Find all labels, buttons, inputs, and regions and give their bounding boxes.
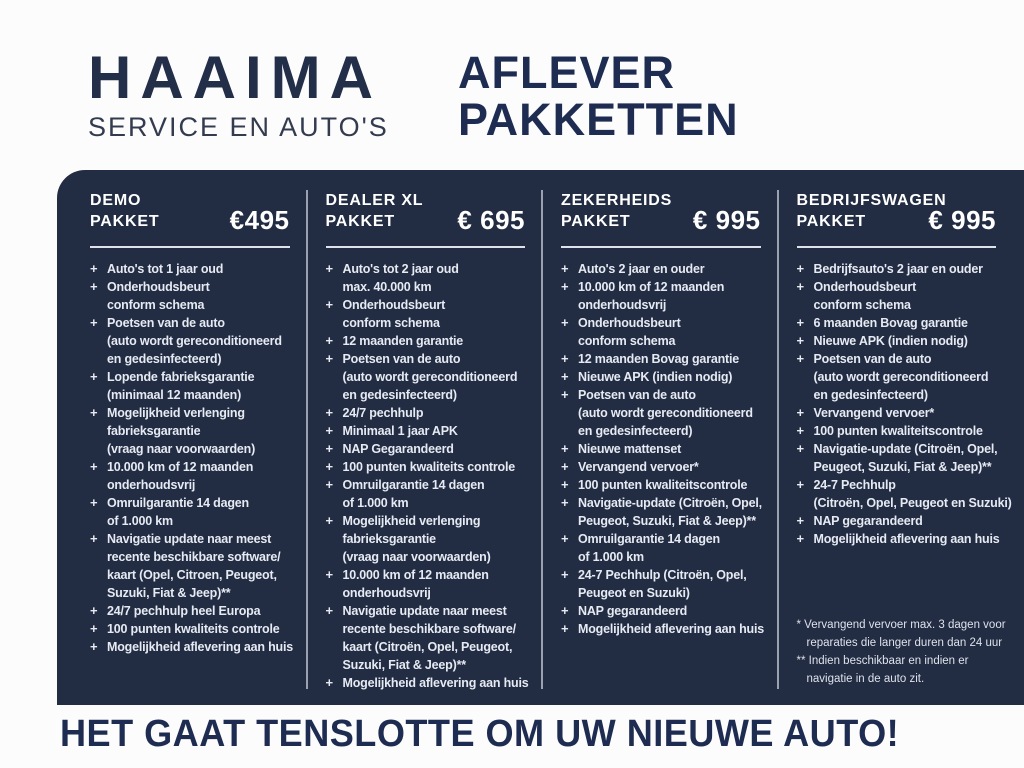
package-item-line: Mogelijkheid verlenging xyxy=(342,514,481,528)
plus-marker: + xyxy=(325,351,334,366)
package-item xyxy=(797,278,997,314)
package-item xyxy=(326,422,526,440)
package-item-line: en gedesinfecteerd) xyxy=(107,352,222,366)
plus-marker: + xyxy=(796,261,805,276)
package-item-line: Peugeot en Suzuki) xyxy=(578,586,690,600)
package-item-text xyxy=(578,620,764,638)
package-item-line: 12 maanden garantie xyxy=(342,334,464,348)
package-item xyxy=(325,674,529,692)
package-item xyxy=(797,314,997,332)
package-item-text xyxy=(578,350,739,368)
plus-marker: + xyxy=(325,423,334,438)
package-item-line: Nieuwe APK (indien nodig) xyxy=(578,370,733,384)
divider-rule xyxy=(326,246,526,248)
package-item-line: Navigatie-update (Citroën, Opel, xyxy=(813,442,998,456)
plus-marker: + xyxy=(561,315,569,330)
package-item xyxy=(561,530,761,566)
package-header xyxy=(326,190,526,234)
package-item xyxy=(561,458,761,476)
package-item-text xyxy=(814,350,989,404)
package-header xyxy=(561,190,761,234)
package-item-line: onderhoudsvrij xyxy=(107,478,196,492)
package-item-text xyxy=(343,458,516,476)
package-item xyxy=(326,260,526,296)
package-item-line: 24-7 Pechhulp (Citroën, Opel, xyxy=(578,568,747,582)
plus-marker: + xyxy=(561,387,569,402)
package-item-text xyxy=(343,260,459,296)
package-item-line: of 1.000 km xyxy=(342,496,409,510)
plus-marker: + xyxy=(561,279,569,294)
package-item-line: Mogelijkheid verlenging xyxy=(107,406,245,420)
package-item-text xyxy=(814,278,917,314)
package-column-4 xyxy=(777,190,1013,689)
package-item-line: Suzuki, Fiat & Jeep)** xyxy=(342,658,466,672)
plus-marker: + xyxy=(325,477,334,492)
package-header xyxy=(90,190,290,234)
package-title-line: PAKKET xyxy=(796,213,866,230)
package-item-line: kaart (Citroën, Opel, Peugeot, xyxy=(342,640,513,654)
plus-marker: + xyxy=(325,441,334,456)
plus-marker: + xyxy=(561,495,569,510)
package-item-text xyxy=(814,404,935,422)
package-item-line: 6 maanden Bovag garantie xyxy=(813,316,968,330)
package-item-text xyxy=(578,476,747,494)
package-item-line: Mogelijkheid aflevering aan huis xyxy=(107,640,294,654)
package-item-line: of 1.000 km xyxy=(578,550,644,564)
brand-logo xyxy=(88,44,389,143)
package-item-list xyxy=(325,260,529,692)
package-item xyxy=(90,260,290,278)
package-item-text xyxy=(578,278,724,314)
footnote-line: reparaties die langer duren dan 24 uur xyxy=(806,637,1003,649)
package-item-text xyxy=(343,512,491,566)
plus-marker: + xyxy=(325,261,334,276)
brand-subtitle: SERVICE EN AUTO'S xyxy=(88,112,389,142)
package-item-line: Peugeot, Suzuki, Fiat & Jeep)** xyxy=(813,460,992,474)
package-item-line: (auto wordt gereconditioneerd xyxy=(578,406,753,420)
plus-marker: + xyxy=(90,639,98,654)
package-item-line: Mogelijkheid aflevering aan huis xyxy=(813,532,1000,546)
package-item-text xyxy=(814,422,983,440)
package-item xyxy=(561,368,761,386)
package-item-line: (vraag naar voorwaarden) xyxy=(107,442,256,456)
page-title-line-1: AFLEVER xyxy=(458,47,676,98)
package-item xyxy=(90,620,290,638)
package-item-line: en gedesinfecteerd) xyxy=(342,388,457,402)
package-item xyxy=(797,440,997,476)
plus-marker: + xyxy=(90,495,98,510)
package-item-line: (auto wordt gereconditioneerd xyxy=(107,334,282,348)
package-item-line: fabrieksgarantie xyxy=(342,532,436,546)
package-item-line: NAP Gegarandeerd xyxy=(342,442,454,456)
package-item xyxy=(90,602,290,620)
plus-marker: + xyxy=(561,477,569,492)
package-column-1 xyxy=(90,190,306,689)
plus-marker: + xyxy=(796,333,805,348)
package-item-line: Poetsen van de auto xyxy=(578,388,696,402)
package-item-line: fabrieksgarantie xyxy=(107,424,201,438)
package-item xyxy=(90,278,290,314)
plus-marker: + xyxy=(325,405,334,420)
package-item-text xyxy=(578,440,681,458)
package-item xyxy=(326,296,526,332)
package-item-text xyxy=(578,260,704,278)
package-item-line: Mogelijkheid aflevering aan huis xyxy=(342,676,529,690)
package-item xyxy=(326,602,526,674)
package-item-text xyxy=(343,422,458,440)
plus-marker: + xyxy=(325,513,334,528)
package-item-line: Poetsen van de auto xyxy=(342,352,461,366)
package-item-line: Suzuki, Fiat & Jeep)** xyxy=(107,586,231,600)
package-item-text xyxy=(343,350,518,404)
package-item-text xyxy=(107,458,253,494)
package-item-text xyxy=(814,314,968,332)
plus-marker: + xyxy=(796,441,805,456)
package-item-line: 10.000 km of 12 maanden xyxy=(107,460,254,474)
package-item-line: 12 maanden Bovag garantie xyxy=(578,352,740,366)
package-item-text xyxy=(814,260,983,278)
package-item-text xyxy=(578,368,732,386)
package-item-text xyxy=(107,530,280,602)
footnote-line: ** Indien beschikbaar en indien er xyxy=(796,655,969,667)
package-item-line: Onderhoudsbeurt xyxy=(813,280,917,294)
package-item-line: Nieuwe mattenset xyxy=(578,442,682,456)
package-item-line: 10.000 km of 12 maanden xyxy=(342,568,489,582)
package-item-line: Omruilgarantie 14 dagen xyxy=(342,478,485,492)
package-item xyxy=(90,458,290,494)
package-item-text xyxy=(814,440,998,476)
plus-marker: + xyxy=(325,459,334,474)
footer-tagline: HET GAAT TENSLOTTE OM UW NIEUWE AUTO! xyxy=(60,713,900,755)
page-title xyxy=(458,47,739,145)
package-price: € 995 xyxy=(692,205,761,235)
package-item-line: Poetsen van de auto xyxy=(813,352,932,366)
package-item-line: Omruilgarantie 14 dagen xyxy=(107,496,249,510)
package-item-text xyxy=(814,530,1000,548)
package-item xyxy=(797,260,997,278)
plus-marker: + xyxy=(325,603,334,618)
package-item xyxy=(561,566,761,602)
package-item-text xyxy=(343,476,485,512)
package-item xyxy=(90,404,290,458)
package-item-text xyxy=(814,476,1012,512)
package-item-line: Poetsen van de auto xyxy=(107,316,225,330)
package-item-text xyxy=(578,494,762,530)
plus-marker: + xyxy=(561,459,569,474)
package-item-text xyxy=(107,260,223,278)
package-item xyxy=(561,602,761,620)
page-title-line-2: PAKKETTEN xyxy=(458,93,739,145)
package-item-line: en gedesinfecteerd) xyxy=(578,424,693,438)
package-item-line: (vraag naar voorwaarden) xyxy=(342,550,491,564)
package-item-text xyxy=(343,296,446,332)
package-item xyxy=(797,350,997,404)
package-item xyxy=(561,350,761,368)
package-item xyxy=(797,332,997,350)
package-item xyxy=(561,476,761,494)
plus-marker: + xyxy=(325,333,334,348)
package-item-line: (Citroën, Opel, Peugeot en Suzuki) xyxy=(813,496,1012,510)
package-item-text xyxy=(343,404,424,422)
package-item xyxy=(561,260,761,278)
package-item xyxy=(796,530,1000,548)
package-item-text xyxy=(578,530,720,566)
package-title-line: PAKKET xyxy=(90,213,160,230)
package-item-line: Vervangend vervoer* xyxy=(813,406,935,420)
package-item-line: NAP gegarandeerd xyxy=(813,514,923,528)
package-item-text xyxy=(343,332,464,350)
package-title-line: PAKKET xyxy=(561,213,631,230)
footnotes xyxy=(796,616,1006,688)
package-item-line: recente beschikbare software/ xyxy=(342,622,516,636)
package-item xyxy=(561,278,761,314)
package-item xyxy=(90,368,290,404)
package-item-line: 100 punten kwaliteits controle xyxy=(107,622,280,636)
package-item xyxy=(561,386,761,440)
package-item-line: Bedrijfsauto's 2 jaar en ouder xyxy=(813,262,983,276)
plus-marker: + xyxy=(90,603,98,618)
plus-marker: + xyxy=(796,513,805,528)
package-item-text xyxy=(107,602,260,620)
plus-marker: + xyxy=(796,279,805,294)
plus-marker: + xyxy=(796,315,805,330)
package-item-line: Peugeot, Suzuki, Fiat & Jeep)** xyxy=(578,514,756,528)
package-item-list xyxy=(90,260,294,656)
plus-marker: + xyxy=(561,531,569,546)
plus-marker: + xyxy=(796,405,805,420)
plus-marker: + xyxy=(561,567,569,582)
package-item-line: Omruilgarantie 14 dagen xyxy=(578,532,720,546)
plus-marker: + xyxy=(325,567,334,582)
package-item xyxy=(561,620,765,638)
package-item xyxy=(326,440,526,458)
package-price: €495 xyxy=(229,205,290,235)
package-item-text xyxy=(343,602,516,674)
package-item-text xyxy=(578,458,699,476)
plus-marker: + xyxy=(325,297,334,312)
package-item xyxy=(797,404,997,422)
package-item-text xyxy=(578,386,753,440)
package-item-line: onderhoudsvrij xyxy=(578,298,667,312)
package-item-list xyxy=(561,260,765,638)
package-item-text xyxy=(343,674,529,692)
package-item-line: 24-7 Pechhulp xyxy=(813,478,896,492)
plus-marker: + xyxy=(796,477,805,492)
package-item-text xyxy=(814,512,923,530)
plus-marker: + xyxy=(561,369,569,384)
package-item xyxy=(326,332,526,350)
package-item-line: conform schema xyxy=(107,298,205,312)
brand-name: HAAIMA xyxy=(88,44,382,111)
package-item xyxy=(326,476,526,512)
packages-panel xyxy=(57,170,1024,705)
package-item xyxy=(326,566,526,602)
package-item xyxy=(561,314,761,350)
plus-marker: + xyxy=(796,423,805,438)
package-title-line: DEALER XL xyxy=(325,192,424,209)
package-item xyxy=(561,494,761,530)
footnote-line: navigatie in de auto zit. xyxy=(806,673,925,685)
package-item-line: 24/7 pechhulp heel Europa xyxy=(107,604,261,618)
package-item-text xyxy=(107,494,249,530)
package-item xyxy=(326,512,526,566)
package-item-line: conform schema xyxy=(342,316,440,330)
package-item-text xyxy=(578,602,687,620)
package-item xyxy=(326,350,526,404)
package-item-line: en gedesinfecteerd) xyxy=(813,388,928,402)
package-item-text xyxy=(107,368,254,404)
package-item xyxy=(90,314,290,368)
plus-marker: + xyxy=(90,279,98,294)
package-item-text xyxy=(107,404,255,458)
package-item-text xyxy=(578,566,747,602)
package-title-line: DEMO xyxy=(90,192,142,209)
package-item-line: 10.000 km of 12 maanden xyxy=(578,280,725,294)
plus-marker: + xyxy=(561,621,569,636)
package-header xyxy=(797,190,997,234)
package-item-text xyxy=(343,440,454,458)
package-item-line: Auto's tot 1 jaar oud xyxy=(107,262,224,276)
package-item-line: of 1.000 km xyxy=(107,514,173,528)
package-item-line: Minimaal 1 jaar APK xyxy=(342,424,458,438)
plus-marker: + xyxy=(325,675,334,690)
package-item-line: NAP gegarandeerd xyxy=(578,604,688,618)
package-title-line: ZEKERHEIDS xyxy=(561,192,673,209)
plus-marker: + xyxy=(561,351,569,366)
package-item-line: Mogelijkheid aflevering aan huis xyxy=(578,622,765,636)
package-item xyxy=(797,512,997,530)
package-item-line: 100 punten kwaliteitscontrole xyxy=(813,424,983,438)
package-item-text xyxy=(107,620,280,638)
package-column-2 xyxy=(306,190,542,689)
package-item-line: max. 40.000 km xyxy=(342,280,432,294)
package-item-text xyxy=(107,638,293,656)
footnote-line: * Vervangend vervoer max. 3 dagen voor xyxy=(796,619,1006,631)
package-item-line: kaart (Opel, Citroen, Peugeot, xyxy=(107,568,277,582)
package-item xyxy=(90,530,290,602)
package-item xyxy=(90,638,294,656)
plus-marker: + xyxy=(561,441,569,456)
package-item xyxy=(796,476,1012,512)
divider-rule xyxy=(90,246,290,248)
package-item-line: conform schema xyxy=(578,334,676,348)
package-item-line: Auto's 2 jaar en ouder xyxy=(578,262,705,276)
package-item-line: Navigatie update naar meest xyxy=(342,604,507,618)
package-price: € 695 xyxy=(457,205,525,235)
divider-rule xyxy=(797,246,997,248)
package-column-3 xyxy=(541,190,777,689)
package-item-line: Nieuwe APK (indien nodig) xyxy=(813,334,968,348)
package-item-line: recente beschikbare software/ xyxy=(107,550,281,564)
package-item-text xyxy=(814,332,968,350)
package-item-line: 100 punten kwaliteitscontrole xyxy=(578,478,748,492)
package-item-line: (auto wordt gereconditioneerd xyxy=(342,370,518,384)
package-title-line: PAKKET xyxy=(325,213,395,230)
package-item xyxy=(561,440,761,458)
package-item xyxy=(797,422,997,440)
package-item-text xyxy=(343,566,489,602)
plus-marker: + xyxy=(90,405,98,420)
package-item xyxy=(326,404,526,422)
divider-rule xyxy=(561,246,761,248)
plus-marker: + xyxy=(90,369,98,384)
package-item-text xyxy=(578,314,681,350)
plus-marker: + xyxy=(90,531,98,546)
package-item-line: Lopende fabrieksgarantie xyxy=(107,370,255,384)
package-item xyxy=(90,494,290,530)
package-item-line: conform schema xyxy=(813,298,911,312)
package-title-line: BEDRIJFSWAGEN xyxy=(796,192,947,209)
package-item-line: 100 punten kwaliteits controle xyxy=(342,460,516,474)
plus-marker: + xyxy=(90,621,98,636)
package-item-line: Auto's tot 2 jaar oud xyxy=(342,262,459,276)
package-price: € 995 xyxy=(928,205,996,235)
plus-marker: + xyxy=(90,261,98,276)
package-item-line: Navigatie-update (Citroën, Opel, xyxy=(578,496,762,510)
plus-marker: + xyxy=(561,261,569,276)
package-item-line: onderhoudsvrij xyxy=(342,586,431,600)
package-item-text xyxy=(107,314,282,368)
plus-marker: + xyxy=(90,459,98,474)
plus-marker: + xyxy=(796,531,805,546)
package-item-line: Onderhoudsbeurt xyxy=(342,298,446,312)
plus-marker: + xyxy=(561,603,569,618)
package-item-line: Onderhoudsbeurt xyxy=(107,280,210,294)
package-item-line: Navigatie update naar meest xyxy=(107,532,272,546)
package-item-line: Onderhoudsbeurt xyxy=(578,316,681,330)
plus-marker: + xyxy=(90,315,98,330)
plus-marker: + xyxy=(796,351,805,366)
package-item-line: (auto wordt gereconditioneerd xyxy=(813,370,989,384)
package-item-text xyxy=(107,278,210,314)
package-item-line: (minimaal 12 maanden) xyxy=(107,388,242,402)
package-item-list xyxy=(796,260,1012,548)
package-item-line: Vervangend vervoer* xyxy=(578,460,699,474)
package-item xyxy=(326,458,526,476)
package-item-line: 24/7 pechhulp xyxy=(342,406,424,420)
